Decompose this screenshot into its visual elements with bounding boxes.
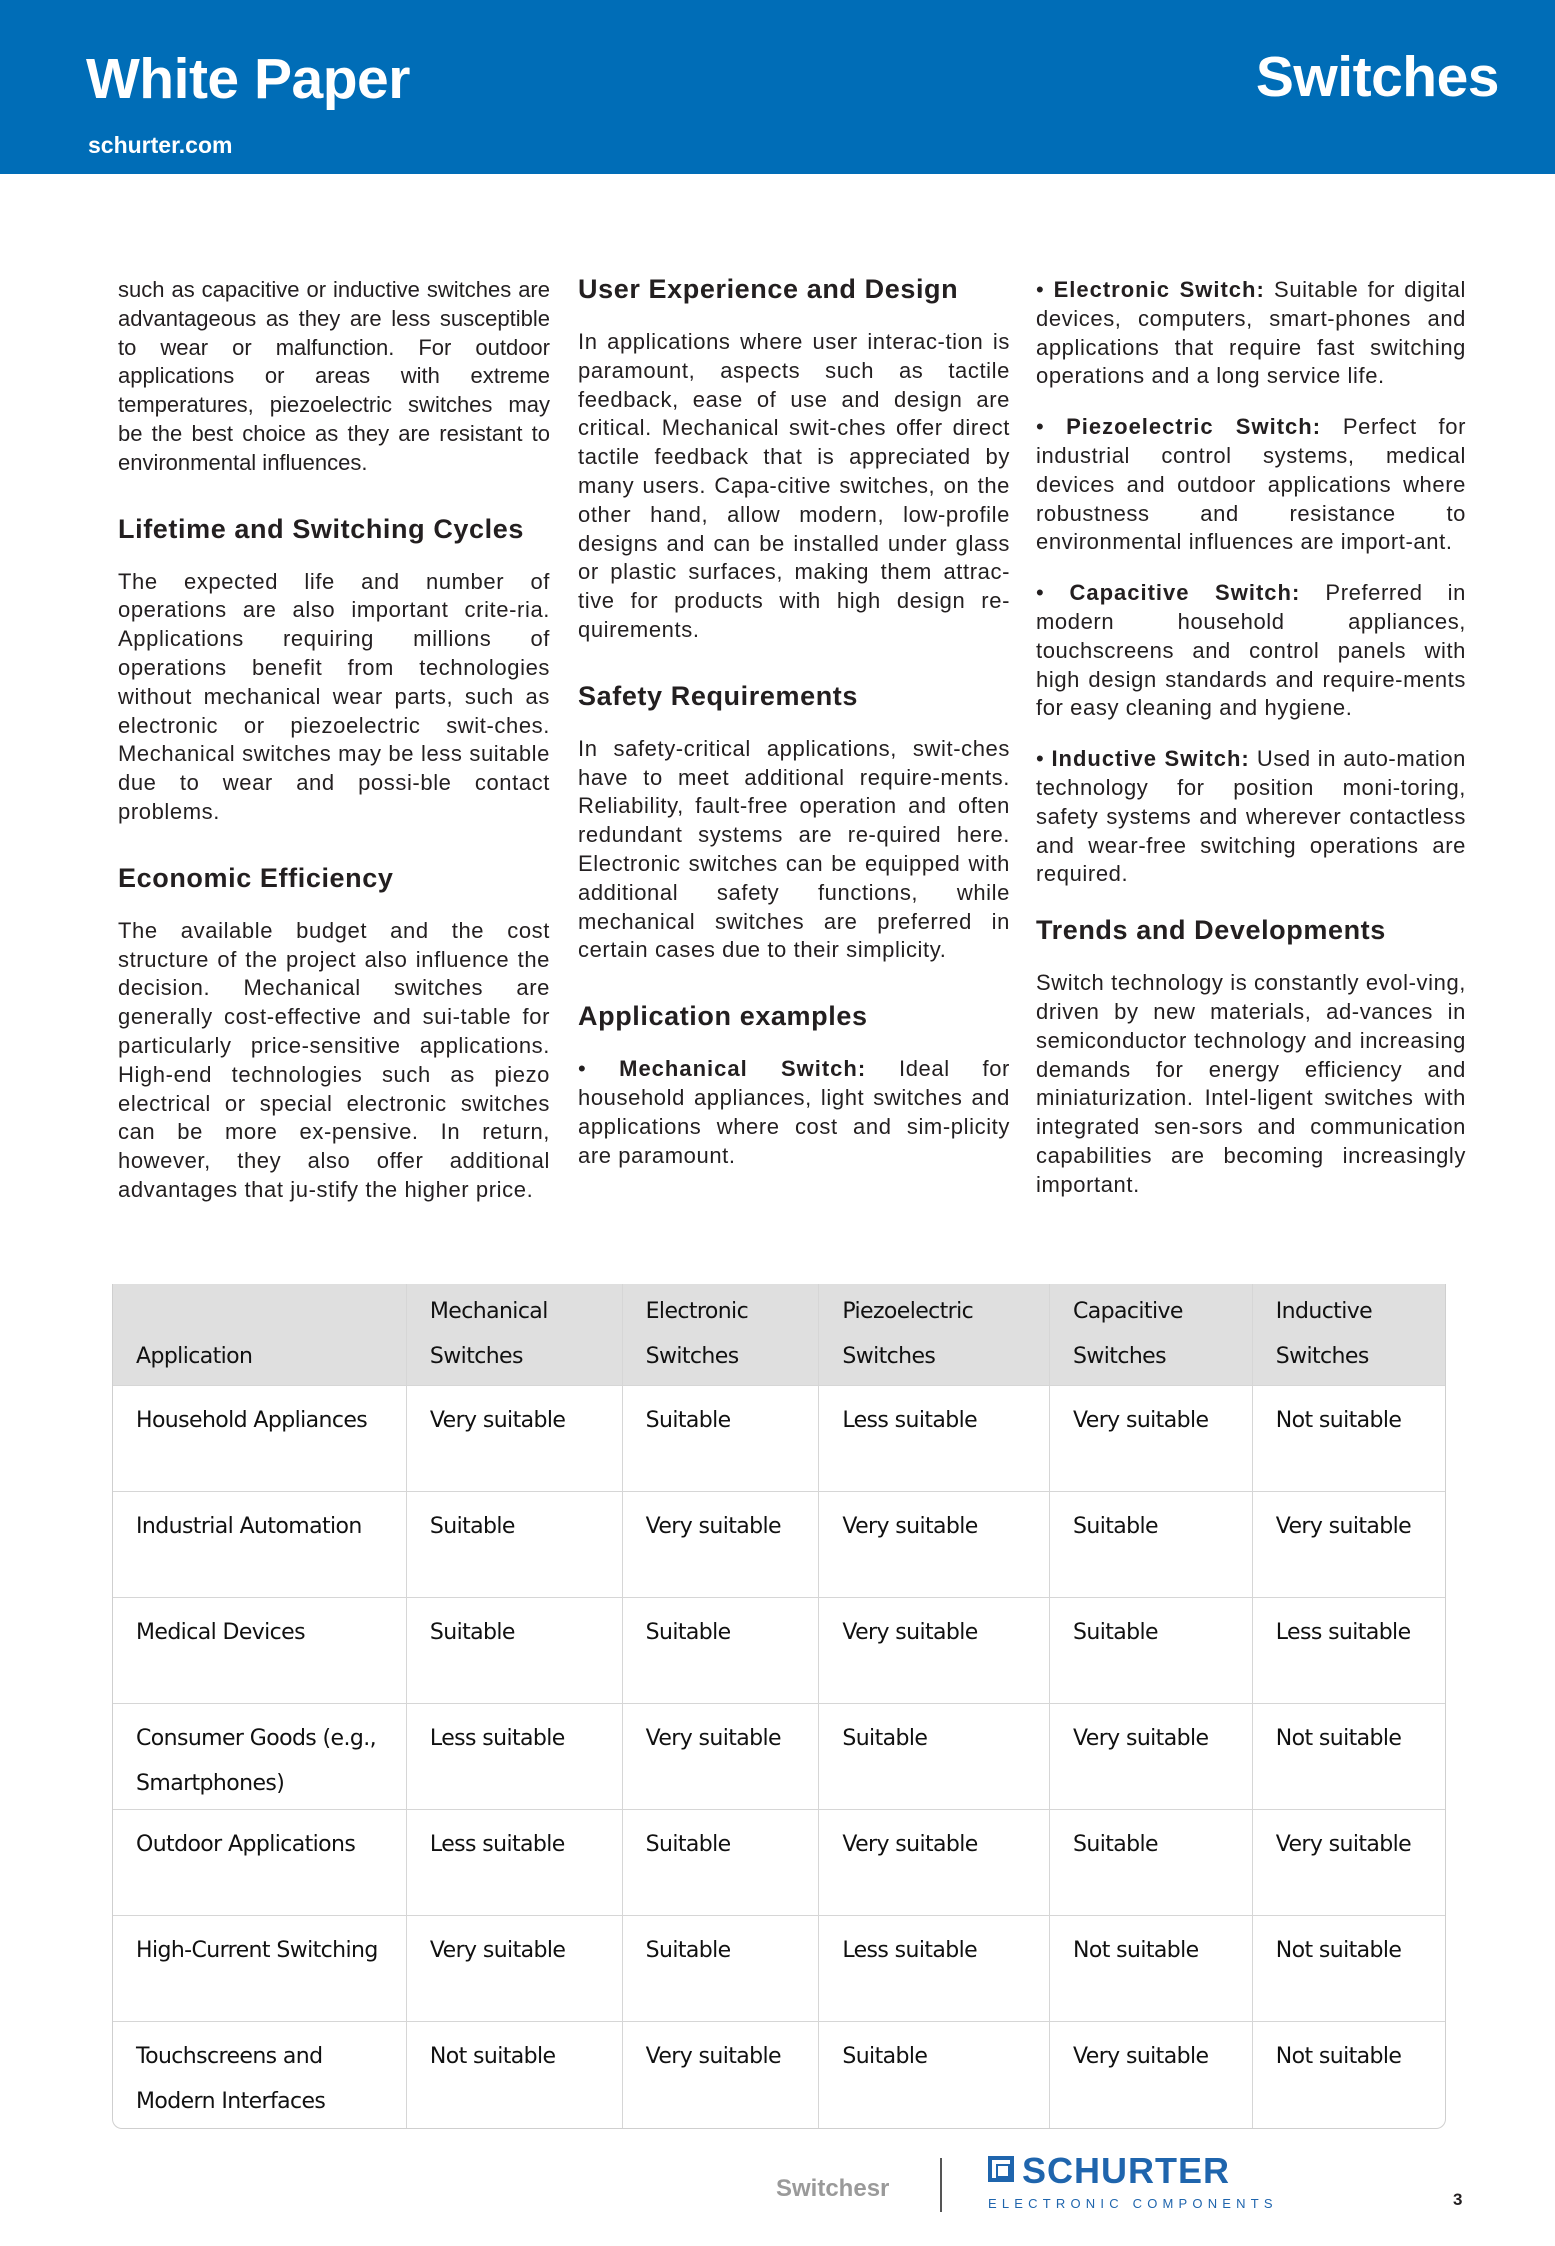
table-cell: Household Appliances bbox=[113, 1386, 406, 1492]
document-type-title: White Paper bbox=[86, 47, 410, 111]
column-header-application: Application bbox=[113, 1284, 406, 1386]
section-heading-application-examples: Application examples bbox=[578, 1001, 868, 1032]
table-cell: Very suitable bbox=[1050, 1386, 1253, 1492]
bullet-icon: • bbox=[1036, 277, 1045, 302]
section-body-lifetime: The expected life and number of operations are also important crite-ria. Applications requiring millions of operations benefit from technologies without mechanical wear parts, such as electronic or piezoelectric swit-ches. Mechanical switches may be less suitable due to wear and possi-ble contact problems. bbox=[118, 568, 550, 824]
table-cell: Very suitable bbox=[1050, 1704, 1253, 1810]
section-heading-trends: Trends and Developments bbox=[1036, 915, 1386, 946]
example-text: Perfect for industrial control systems, medical devices and outdoor applications where robustness and resistance to environmental influences are import-ant. bbox=[1036, 414, 1466, 555]
table-cell: Suitable bbox=[1050, 1598, 1253, 1704]
section-heading-safety: Safety Requirements bbox=[578, 680, 858, 711]
table-row bbox=[113, 1704, 1445, 1810]
footer-divider bbox=[940, 2158, 942, 2212]
page-header bbox=[0, 0, 1555, 174]
example-electronic bbox=[1036, 276, 1466, 391]
section-body-economic: The available budget and the cost structure of the project also influence the decision. Mechanical switches are generally cost-effective and sui-table for particularly price-sensitive applications. High-end technologies such as piezo electrical or special electronic switches can be more ex-pensive. In return, however, they also offer additional advantages that ju-stify the higher price. bbox=[118, 917, 550, 1202]
schurter-s-mark-icon bbox=[988, 2156, 1014, 2182]
table-cell: Suitable bbox=[622, 1386, 819, 1492]
column-header-piezoelectric: Piezoelectric Switches bbox=[819, 1284, 1050, 1386]
table-cell: Less suitable bbox=[1252, 1598, 1445, 1704]
example-piezoelectric bbox=[1036, 413, 1466, 557]
section-body-user-experience: In applications where user interac-tion is paramount, aspects such as tactile feedback, ease of use and design are critical. Mechanical swit-ches offer direct tactile feedback that is appreciated by many users. Capa-citive switches, on the other hand, allow modern, low-profile designs and can be installed under glass or plastic surfaces, making them attrac-tive for products with high design re-quirements. bbox=[578, 329, 1010, 642]
logo-tagline: ELECTRONIC COMPONENTS bbox=[988, 2196, 1278, 2211]
table-cell: Very suitable bbox=[622, 2022, 819, 2128]
table-cell: Not suitable bbox=[1252, 1704, 1445, 1810]
table-cell: Suitable bbox=[1050, 1492, 1253, 1598]
column-header-capacitive: Capacitive Switches bbox=[1050, 1284, 1253, 1386]
table-cell: Less suitable bbox=[406, 1704, 622, 1810]
section-body-trends: Switch technology is constantly evol-ving, driven by new materials, ad-vances in semiconductor technology and increasing demands for energy efficiency and miniaturization. Intel-ligent switches with integrated sen-sors and communication capabilities are becoming increasingly important. bbox=[1036, 970, 1466, 1197]
suitability-table bbox=[112, 1284, 1446, 2129]
table-row bbox=[113, 1916, 1445, 2022]
table-cell: Outdoor Applications bbox=[113, 1810, 406, 1916]
section-body-safety: In safety-critical applications, swit-ches have to meet additional require-ments. Reliability, fault-free operation and often redundant systems are re-quired here. Electronic switches can be equipped with additional safety functions, while mechanical switches are preferred in certain cases due to their simplicity. bbox=[578, 735, 1010, 963]
table-cell: Consumer Goods (e.g., Smartphones) bbox=[113, 1704, 406, 1810]
table-cell: Medical Devices bbox=[113, 1598, 406, 1704]
table-cell: Very suitable bbox=[622, 1704, 819, 1810]
table-cell: Suitable bbox=[622, 1916, 819, 2022]
table-cell: Very suitable bbox=[406, 1916, 622, 2022]
example-label: Mechanical Switch: bbox=[619, 1056, 867, 1082]
table-cell: Very suitable bbox=[819, 1598, 1050, 1704]
column-header-mechanical: Mechanical Switches bbox=[406, 1284, 622, 1386]
table-cell: Not suitable bbox=[1275, 2044, 1402, 2069]
bullet-icon: • bbox=[1036, 580, 1045, 606]
page-number: 3 bbox=[1453, 2190, 1463, 2209]
table-cell: Very suitable bbox=[1050, 2022, 1253, 2128]
table-cell: Less suitable bbox=[819, 1916, 1050, 2022]
table-cell: Very suitable bbox=[1252, 1810, 1445, 1916]
table-cell: Less suitable bbox=[819, 1386, 1050, 1492]
example-text: Suitable for digital devices, computers, smart-phones and applications that require fast switching operations and a long service life. bbox=[1036, 277, 1466, 389]
document-topic: Switches bbox=[1255, 45, 1499, 109]
example-inductive bbox=[1036, 745, 1466, 889]
table-cell: Not suitable bbox=[1252, 1386, 1445, 1492]
section-heading-economic: Economic Efficiency bbox=[118, 862, 394, 893]
table-cell: Very suitable bbox=[819, 1492, 1050, 1598]
table-cell: Not suitable bbox=[1252, 1916, 1445, 2022]
table-cell: Suitable bbox=[1050, 1810, 1253, 1916]
example-label: Inductive Switch: bbox=[1051, 746, 1250, 772]
column-header-electronic: Electronic Switches bbox=[622, 1284, 819, 1386]
table-cell: Very suitable bbox=[1252, 1492, 1445, 1598]
example-label: Electronic Switch: bbox=[1053, 277, 1265, 302]
table-row bbox=[113, 2022, 1445, 2128]
table-cell: Less suitable bbox=[406, 1810, 622, 1916]
bullet-icon: • bbox=[578, 1056, 587, 1082]
example-text: Ideal for household appliances, light switches and applications where cost and sim-plicity are paramount. bbox=[578, 1056, 1010, 1168]
column-header-inductive: Inductive Switches bbox=[1252, 1284, 1445, 1386]
table-cell: Industrial Automation bbox=[113, 1492, 406, 1598]
table-cell: Suitable bbox=[622, 1598, 819, 1704]
website-link[interactable]: schurter.com bbox=[88, 132, 233, 158]
table-cell: Not suitable bbox=[1050, 1916, 1253, 2022]
example-label: Capacitive Switch: bbox=[1069, 580, 1301, 606]
text-column-2 bbox=[578, 272, 1010, 1170]
table-cell: Not suitable bbox=[406, 2022, 622, 2128]
example-mechanical bbox=[578, 1055, 1010, 1170]
table-cell: Suitable bbox=[622, 1810, 819, 1916]
example-label: Piezoelectric Switch: bbox=[1066, 414, 1322, 440]
table-cell: Touchscreens and Modern Interfaces bbox=[113, 2022, 406, 2128]
bullet-icon: • bbox=[1036, 414, 1045, 440]
table-cell: Suitable bbox=[819, 2022, 1050, 2128]
footer-topic-label: Switchesr bbox=[776, 2175, 890, 2202]
table-row bbox=[113, 1598, 1445, 1704]
table-cell: Suitable bbox=[406, 1492, 622, 1598]
table-cell: Very suitable bbox=[406, 1386, 622, 1492]
table-row bbox=[113, 1810, 1445, 1916]
table-cell: Very suitable bbox=[819, 1810, 1050, 1916]
section-heading-lifetime: Lifetime and Switching Cycles bbox=[118, 513, 524, 544]
table-header-row bbox=[113, 1284, 1445, 1386]
text-column-3 bbox=[1036, 276, 1466, 1200]
table-row bbox=[113, 1492, 1445, 1598]
text-column-1 bbox=[118, 276, 550, 1205]
logo-wordmark: SCHURTER bbox=[1022, 2150, 1231, 2191]
table-cell: Very suitable bbox=[622, 1492, 819, 1598]
intro-paragraph: such as capacitive or inductive switches are advantageous as they are less susceptible to wear or malfunction. For outdoor applications or areas with extreme temperatures, piezoelectric switches may be the best choice as they are resistant to environmental influences. bbox=[118, 277, 550, 475]
table-cell: High-Current Switching bbox=[113, 1916, 406, 2022]
example-text: Used in auto-mation technology for position moni-toring, safety systems and wherever contactless and wear-free switching operations are required. bbox=[1036, 746, 1466, 887]
bullet-icon: • bbox=[1036, 746, 1045, 772]
section-heading-user-experience: User Experience and Design bbox=[578, 274, 959, 304]
table-cell: Suitable bbox=[819, 1704, 1050, 1810]
table-row bbox=[113, 1386, 1445, 1492]
table-cell: Suitable bbox=[406, 1598, 622, 1704]
example-capacitive bbox=[1036, 579, 1466, 723]
example-text: Preferred in modern household appliances, touchscreens and control panels with high design standards and require-ments for easy cleaning and hygiene. bbox=[1036, 580, 1466, 721]
